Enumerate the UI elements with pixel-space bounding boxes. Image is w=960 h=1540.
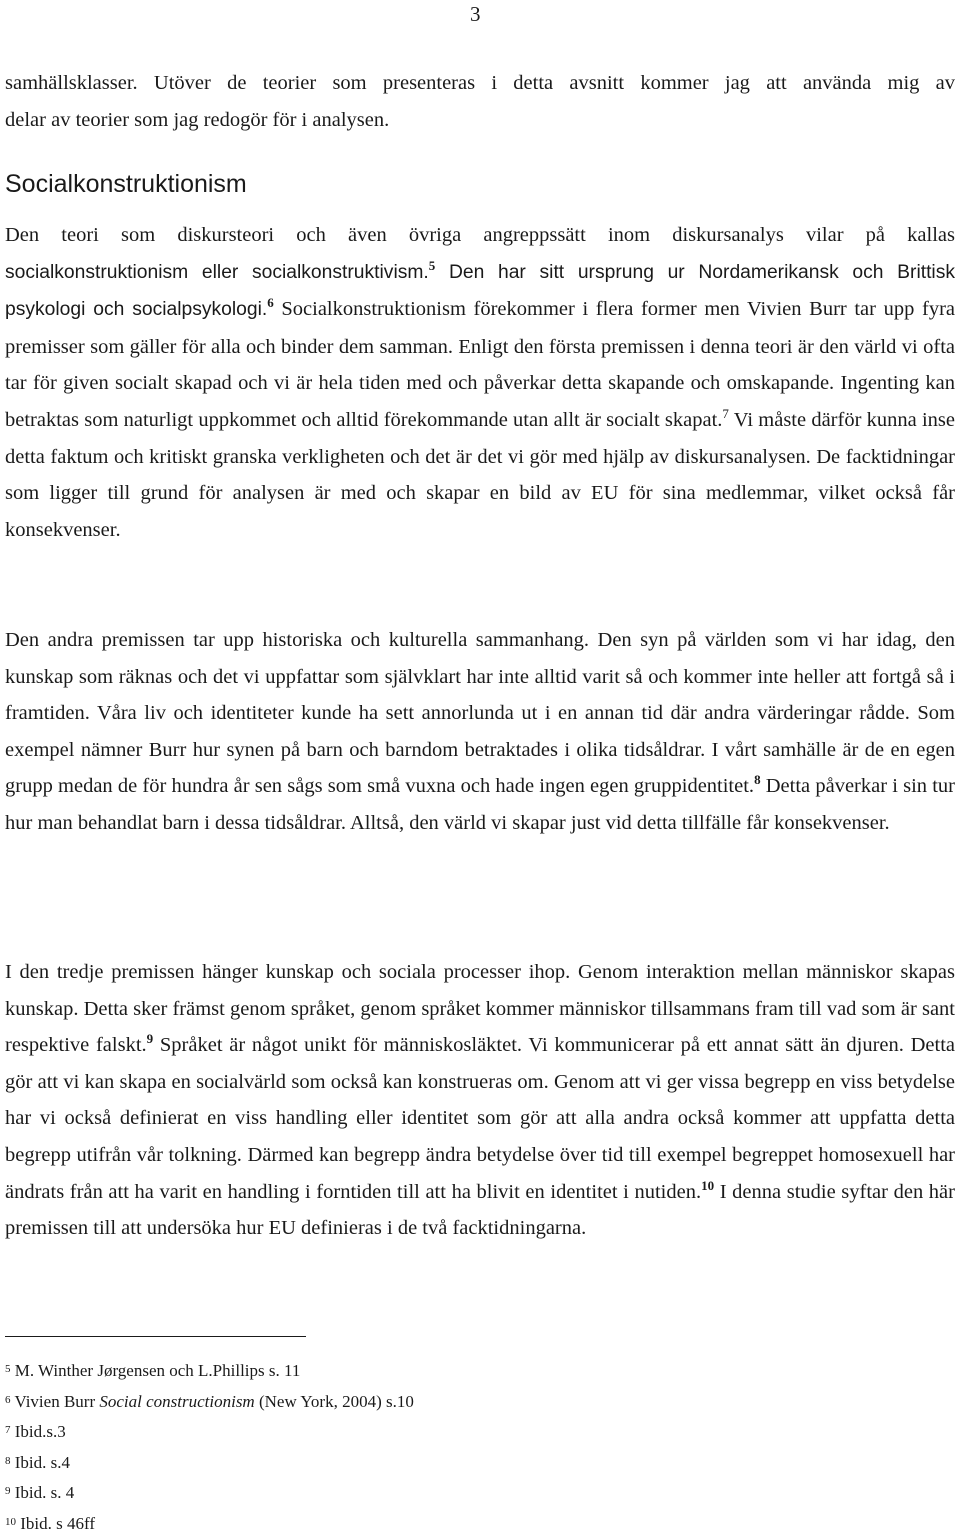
paragraph-2-text-b: Detta påverkar i sin tur hur man behandlat barn i dessa tidsåldrar. Alltså, den värld vi skapar just vid detta tillfälle får konsekvenser. <box>5 775 956 834</box>
paragraph-1-sans-b: Den har sitt ursprung ur Nordamerikansk och Brittisk psykologi och socialpsykologi. <box>5 261 956 321</box>
paragraph-1-rest-a: Socialkonstruktionism förekommer i flera former men Vivien Burr tar upp fyra premisser som gäller för alla och binder dem samman. Enligt den första premissen i denna teori är den värld vi ofta tar för given socialt skapad och vi är hela tiden med och påverkar detta skapande och omskapande. Ingenting kan betraktas som naturligt uppkommet och alltid förekommande utan allt är socialt skapat. <box>5 298 956 431</box>
footnote-number: 10 <box>5 1515 16 1528</box>
intro-line-2: delar av teorier som jag redogör för i analysen. <box>5 108 390 131</box>
footnote-text: Ibid.s.3 <box>10 1422 66 1442</box>
footnote-9 <box>5 1478 414 1509</box>
footnote-ref-8[interactable]: 8 <box>754 772 761 788</box>
footnote-number: 7 <box>5 1424 11 1437</box>
paragraph-3-text-c: I denna studie syftar den här premissen till att undersöka hur EU definieras i de två facktidningarna. <box>5 1180 955 1240</box>
intro-paragraph <box>5 65 955 138</box>
footnote-number: 9 <box>5 1485 11 1498</box>
paragraph-2 <box>5 622 955 842</box>
paragraph-3 <box>5 954 955 1247</box>
paragraph-3-text-a: I den tredje premissen hänger kunskap och sociala processer ihop. Genom interaktion mellan människor skapas kunskap. Detta sker främst genom språket, genom språket kommer människor tillsammans fram till vad som är sant respektive falskt. <box>5 961 955 1057</box>
footnote-number: 6 <box>5 1393 11 1406</box>
footnote-ref-10[interactable]: 10 <box>701 1177 715 1193</box>
footnote-ref-9[interactable]: 9 <box>146 1031 154 1047</box>
footnote-text: Ibid. s. 4 <box>10 1483 75 1503</box>
footnote-text: M. Winther Jørgensen och L.Phillips s. 11 <box>10 1361 301 1380</box>
footnote-ref-5[interactable]: 5 <box>428 257 436 273</box>
paragraph-1 <box>5 217 955 548</box>
intro-line-1: samhällsklasser. Utöver de teorier som presenteras i detta avsnitt kommer jag att använda mig av <box>5 72 955 94</box>
paragraph-1-sans-a: socialkonstruktionism eller socialkonstruktivism. <box>5 261 429 283</box>
paragraph-1-rest-b: Vi måste därför kunna inse detta faktum och kritiskt granska verkligheten och det är det vi gör med hjälp av diskursanalysen. De facktidningar som ligger till grund för analysen är med och skapar en bild av EU för sina medlemmar, vilket också får konsekvenser. <box>5 408 956 541</box>
footnote-10 <box>5 1509 414 1540</box>
footnote-6 <box>5 1387 414 1418</box>
footnote-text: Vivien Burr <box>10 1391 100 1411</box>
paragraph-3-text-b: Språket är något unikt för människosläktet. Vi kommunicerar på ett annat sätt än djuren. Detta gör att vi kan skapa en socialvärld som också kan konstrueras om. Genom att vi ger vissa begrepp en viss betydelse har vi också definierat en viss handling eller identitet som gör att alla andra också kommer att uppfatta detta begrepp utifrån vår tolkning. Därmed kan begrepp ändra betydelse över tid till exempel begreppet homosexuell har ändrats från att ha varit en handling i forntiden till att ha blivit en identitet i nutiden. <box>5 1034 955 1203</box>
footnote-number: 5 <box>5 1363 11 1375</box>
section-heading: Socialkonstruktionism <box>5 170 247 198</box>
footnote-book-title: Social constructionism <box>99 1391 255 1411</box>
footnote-7 <box>5 1417 414 1448</box>
footnote-8 <box>5 1448 414 1479</box>
footnotes <box>5 1356 414 1540</box>
footnote-text: Ibid. s.4 <box>10 1452 70 1472</box>
page-number: 3 <box>470 2 481 26</box>
footnote-ref-6[interactable]: 6 <box>267 295 274 311</box>
paragraph-2-text-a: Den andra premissen tar upp historiska och kulturella sammanhang. Den syn på världen som vi har idag, den kunskap som räknas och det vi uppfattar som självklart har inte alltid varit så och kommer inte heller att fortgå så i framtiden. Våra liv och identiteter kunde ha sett annorlunda ut i en annan tid där andra värderingar rådde. Som exempel nämner Burr hur synen på barn och barndom betraktades i olika tidsåldrar. I vårt samhälle är de en egen grupp medan de för hundra år sen sågs som små vuxna och hade ingen egen gruppidentitet. <box>5 629 955 798</box>
footnote-separator <box>5 1336 306 1337</box>
footnote-text: (New York, 2004) s.10 <box>254 1391 414 1411</box>
footnote-text: Ibid. s 46ff <box>16 1513 96 1533</box>
footnote-ref-7[interactable]: 7 <box>722 406 729 422</box>
paragraph-1-line-1: Den teori som diskursteori och även övriga angreppssätt inom diskursanalys vilar på kallas <box>5 224 955 246</box>
footnote-number: 8 <box>5 1454 11 1467</box>
footnote-5 <box>5 1356 414 1387</box>
